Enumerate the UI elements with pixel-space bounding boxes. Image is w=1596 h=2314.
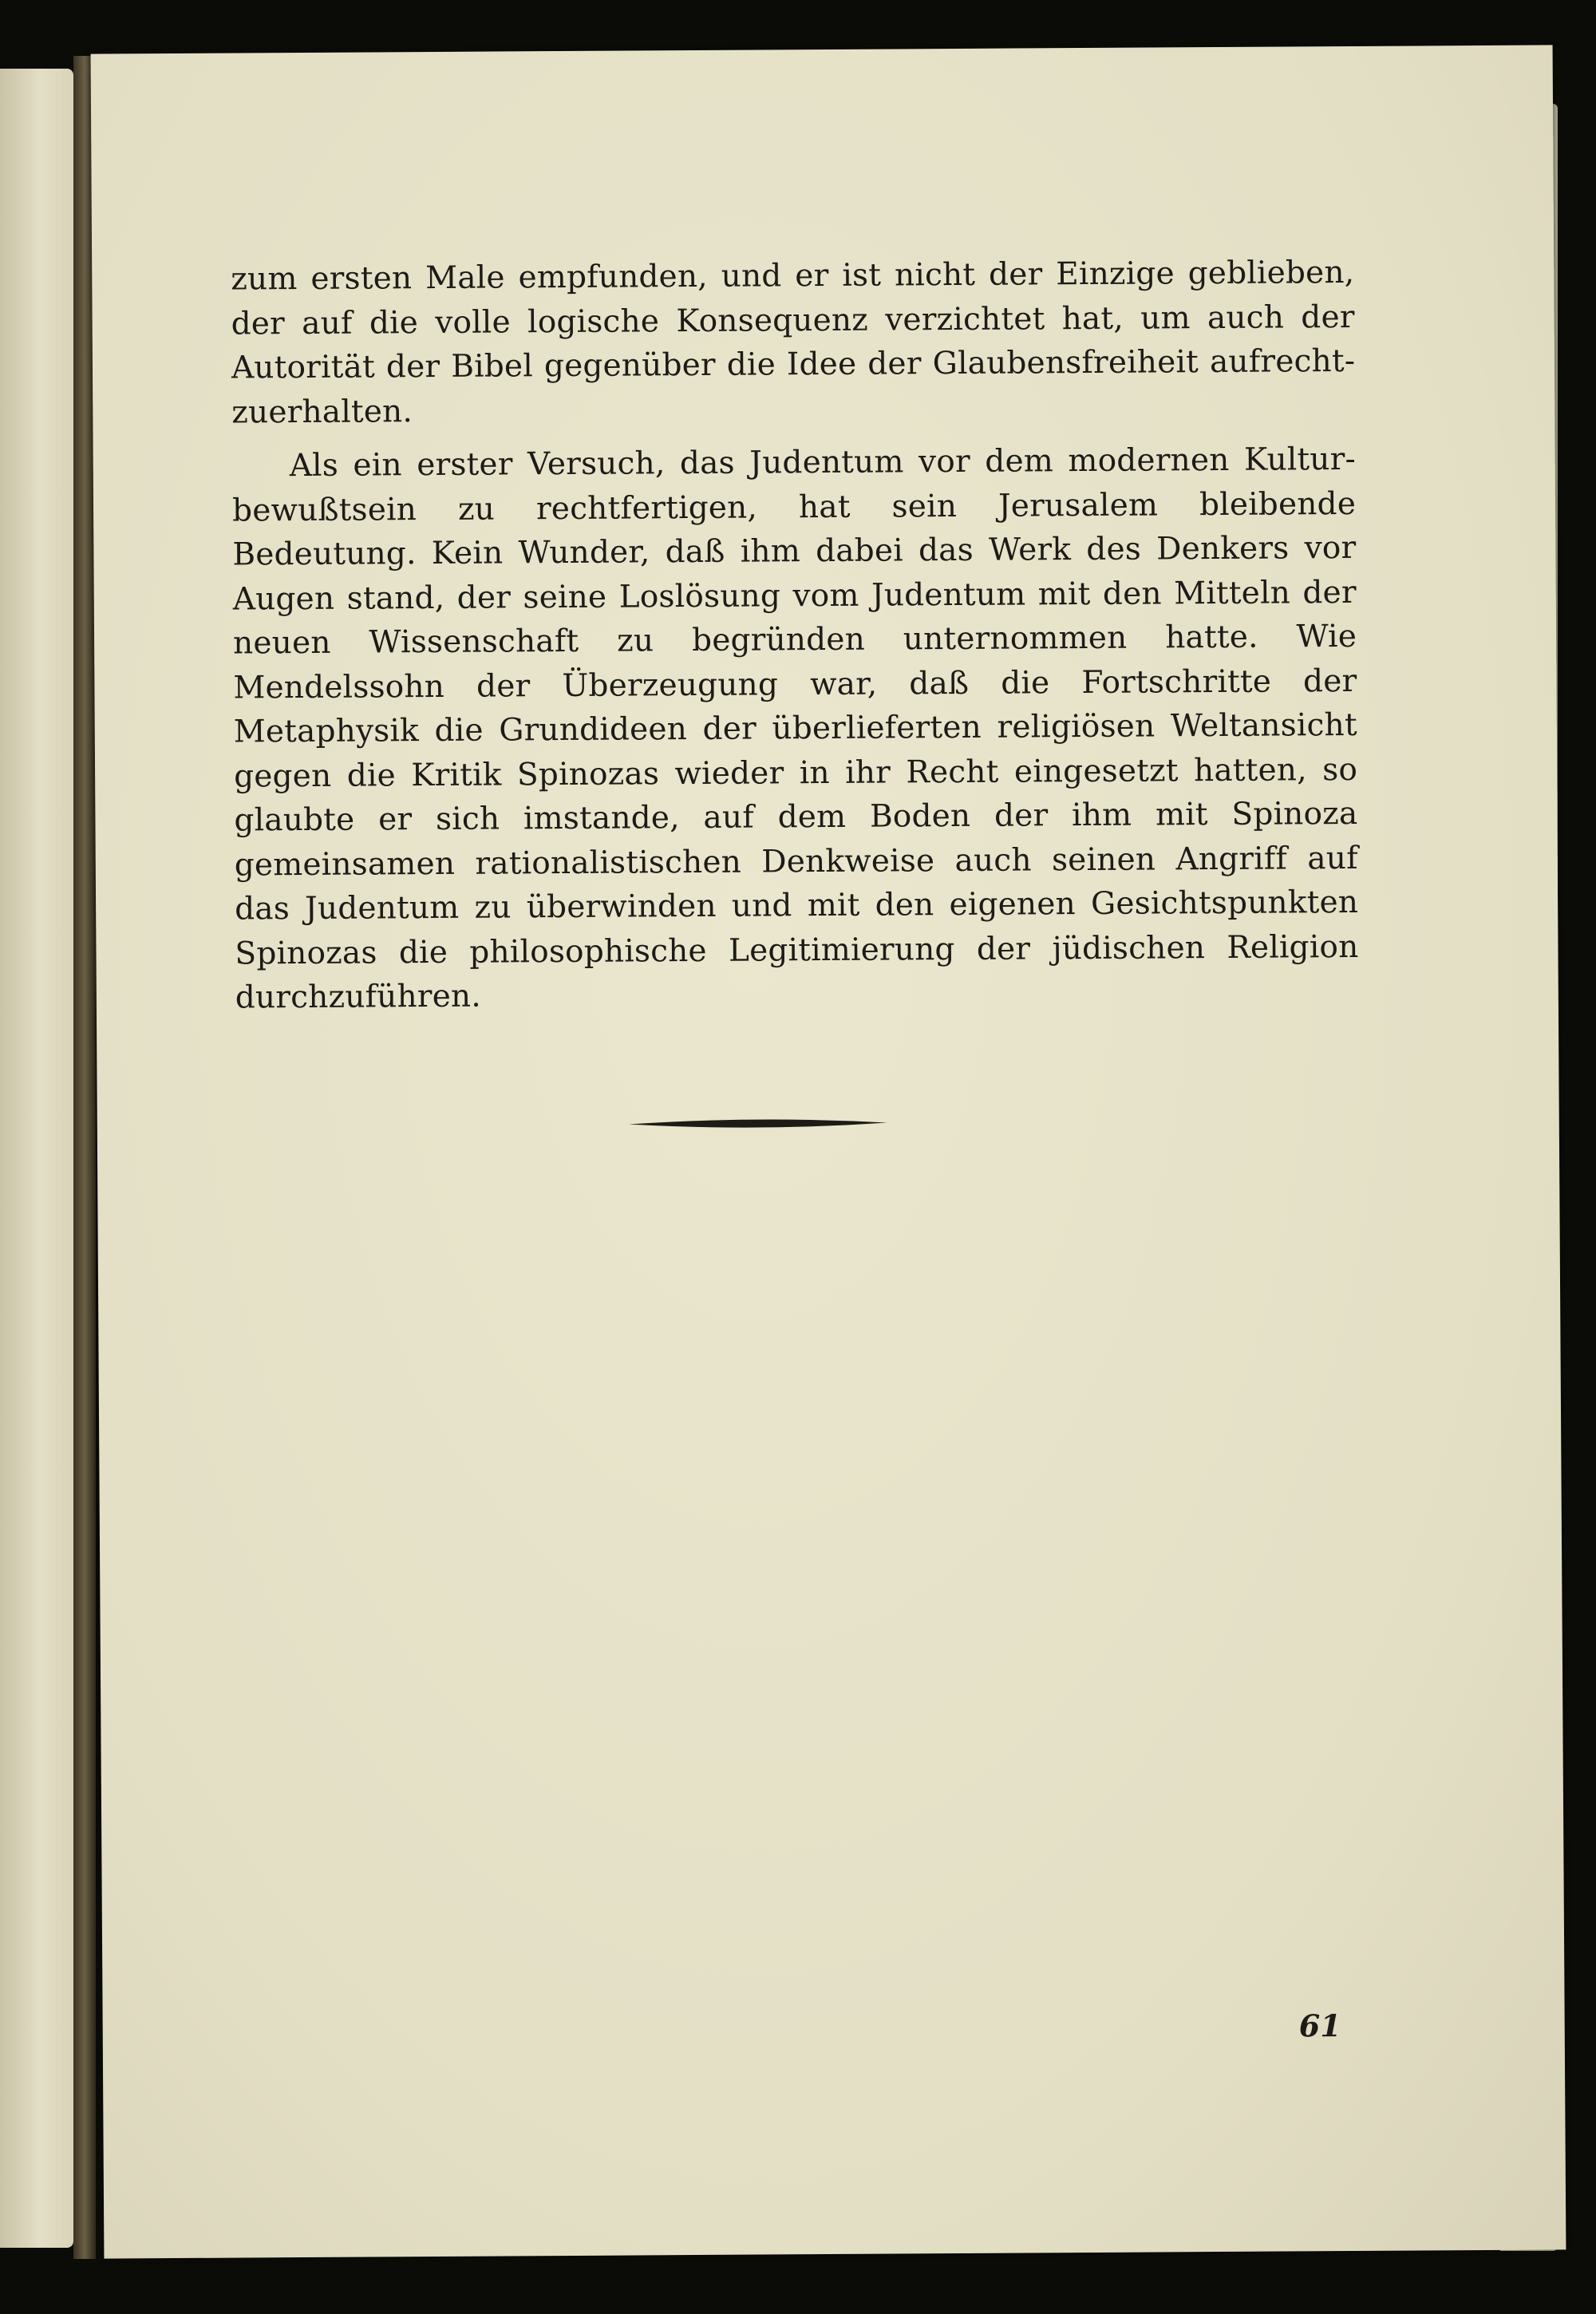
section-divider-rule (629, 1117, 887, 1131)
left-page-edge (0, 69, 73, 2248)
page-number: 61 (1298, 2007, 1341, 2044)
paragraph-1: zum ersten Male empfunden, und er ist nicht der Einzige geblieben, der auf die volle logische Konsequenz verzichtet hat, um auch der Autorität der Bibel gegenüber die Idee der Glaubensfreiheit aufrechtzuerhalten. (231, 254, 1356, 431)
body-text (231, 251, 1359, 1020)
book-page (91, 45, 1566, 2258)
divider-swell (629, 1119, 887, 1129)
paragraph-2: Als ein erster Versuch, das Judentum vor dem modernen Kulturbewußtsein zu rechtfertigen, hat sein Jerusalem bleibende Bedeutung. Kein Wunder, daß ihm dabei das Werk des Denkers vor Augen stand, der seine Loslösung vom Judentum mit den Mitteln der neuen Wissenschaft zu begründen unternommen hatte. Wie Mendelssohn der Überzeugung war, daß die Fortschritte der Metaphysik die Grundideen der überlieferten religiösen Weltansicht gegen die Kritik Spinozas wieder in ihr Recht eingesetzt hatten, so glaubte er sich imstande, auf dem Boden der ihm mit Spinoza gemeinsamen rationalistischen Denkweise auch seinen Angriff auf das Judentum zu überwinden und mit den eigenen Gesichtspunkten Spinozas die philosophische Legitimierung der jüdischen Religion durchzuführen. (231, 441, 1359, 1016)
